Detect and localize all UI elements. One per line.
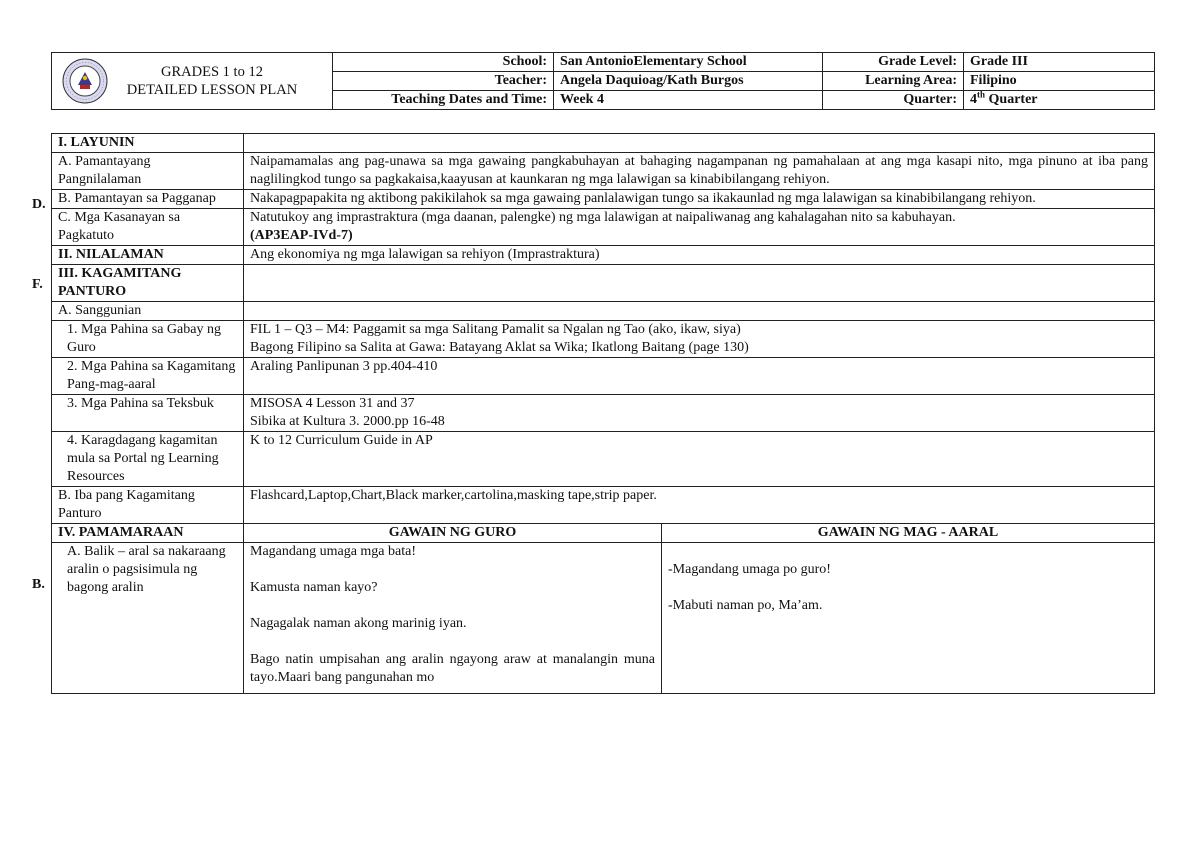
quarter-number: 4 [970, 92, 977, 107]
gawain-mag-aaral-header: GAWAIN NG MAG - AARAL [662, 524, 1155, 543]
teksbuk-cell [244, 395, 1155, 432]
header-title-cell [52, 53, 333, 110]
deped-seal-icon [62, 58, 108, 104]
kasanayan-cell [244, 209, 1155, 246]
kasanayan-text: Natutukoy ang imprastraktura (mga daanan, palengke) ng mga lalawigan at naipaliwanag ang kahalagahan nito sa kabuhayan. [250, 210, 956, 225]
pamantayan-pagganap-text: Nakapagpapakita ng aktibong pakikilahok sa mga gawaing panlalawigan tungo sa ikakaunlad ng mga lalawigan sa kinabibilangang rehiyon. [244, 190, 1155, 209]
karagdagang-kagamitan-label: 4. Karagdagang kagamitan mula sa Portal ng Learning Resources [52, 432, 244, 487]
kagamitan-blank [244, 265, 1155, 302]
teksbuk-line2: Sibika at Kultura 3. 2000.pp 16-48 [250, 414, 445, 429]
row-balik-aral [52, 543, 1155, 694]
layunin-title: I. LAYUNIN [52, 134, 244, 153]
teacher-label: Teacher: [333, 72, 554, 91]
gabay-guro-cell [244, 321, 1155, 358]
school-value: San AntonioElementary School [554, 53, 823, 72]
quarter-suffix: th [977, 89, 986, 100]
quarter-value [964, 91, 1155, 110]
kagamitang-mag-aaral-text: Araling Panlipunan 3 pp.404-410 [244, 358, 1155, 395]
row-gabay-guro [52, 321, 1155, 358]
header-title-line1: GRADES 1 to 12 [161, 64, 263, 80]
marker-b: B. [32, 577, 45, 592]
quarter-word: Quarter [985, 92, 1038, 107]
kagamitan-title: III. KAGAMITANG PANTURO [52, 265, 244, 302]
iba-pang-kagamitan-text: Flashcard,Laptop,Chart,Black marker,cartolina,masking tape,strip paper. [244, 487, 1155, 524]
guro-line-4: Bago natin umpisahan ang aralin ngayong araw at manalangin muna tayo.Maari bang pangunahan mo [250, 652, 655, 685]
pamantayan-pagganap-label: B. Pamantayan sa Pagganap [52, 190, 244, 209]
lesson-plan-header [51, 52, 1155, 110]
balik-aral-label: A. Balik – aral sa nakaraang aralin o pagsisimula ng bagong aralin [52, 543, 244, 694]
row-pamantayang-pangnilalaman [52, 153, 1155, 190]
marker-d: D. [32, 197, 46, 212]
teksbuk-label: 3. Mga Pahina sa Teksbuk [52, 395, 244, 432]
gabay-guro-label: 1. Mga Pahina sa Gabay ng Guro [52, 321, 244, 358]
learning-area-value: Filipino [964, 72, 1155, 91]
row-nilalaman [52, 246, 1155, 265]
karagdagang-kagamitan-text: K to 12 Curriculum Guide in AP [244, 432, 1155, 487]
row-layunin [52, 134, 1155, 153]
sanggunian-blank [244, 302, 1155, 321]
dates-value: Week 4 [554, 91, 823, 110]
iba-pang-kagamitan-label: B. Iba pang Kagamitang Panturo [52, 487, 244, 524]
row-sanggunian [52, 302, 1155, 321]
marker-f: F. [32, 277, 43, 292]
kagamitang-mag-aaral-label: 2. Mga Pahina sa Kagamitang Pang-mag-aaral [52, 358, 244, 395]
row-pamamaraan-header [52, 524, 1155, 543]
grade-level-label: Grade Level: [823, 53, 964, 72]
nilalaman-text: Ang ekonomiya ng mga lalawigan sa rehiyon (Imprastraktura) [244, 246, 1155, 265]
row-kagamitang-mag-aaral [52, 358, 1155, 395]
pamamaraan-title: IV. PAMAMARAAN [52, 524, 244, 543]
gawain-mag-aaral-cell [662, 543, 1155, 694]
row-kagamitan [52, 265, 1155, 302]
layunin-blank [244, 134, 1155, 153]
row-karagdagang-kagamitan [52, 432, 1155, 487]
sanggunian-label: A. Sanggunian [52, 302, 244, 321]
pamantayang-pangnilalaman-text: Naipamamalas ang pag-unawa sa mga gawaing pangkabuhayan at bahaging nagampanan ng pamahalaan at ang mga kasapi nito, mga pinuno at iba pang naglilingkod tungo sa pagkakaisa,kaayusan at kaunkaran ng mga lalawigan sa kinabibilangang rehiyon. [244, 153, 1155, 190]
kasanayan-label: C. Mga Kasanayan sa Pagkatuto [52, 209, 244, 246]
pamantayang-pangnilalaman-label: A. Pamantayang Pangnilalaman [52, 153, 244, 190]
row-iba-pang-kagamitan [52, 487, 1155, 524]
guro-line-1: Magandang umaga mga bata! [250, 544, 416, 559]
guro-line-3: Nagagalak naman akong marinig iyan. [250, 616, 467, 631]
learning-area-label: Learning Area: [823, 72, 964, 91]
header-title-line2: DETAILED LESSON PLAN [126, 82, 298, 98]
teacher-value: Angela Daquioag/Kath Burgos [554, 72, 823, 91]
kasanayan-code: (AP3EAP-IVd-7) [250, 228, 353, 243]
teksbuk-line1: MISOSA 4 Lesson 31 and 37 [250, 396, 415, 411]
quarter-label: Quarter: [823, 91, 964, 110]
gabay-guro-line2: Bagong Filipino sa Salita at Gawa: Batayang Aklat sa Wika; Ikatlong Baitang (page 130) [250, 340, 749, 355]
guro-line-2: Kamusta naman kayo? [250, 580, 378, 595]
school-label: School: [333, 53, 554, 72]
lesson-plan-table [51, 133, 1155, 694]
mag-aaral-line-2: -Mabuti naman po, Ma’am. [668, 598, 823, 613]
gawain-guro-cell [244, 543, 662, 694]
gawain-guro-header: GAWAIN NG GURO [244, 524, 662, 543]
gabay-guro-line1: FIL 1 – Q3 – M4: Paggamit sa mga Salitang Pamalit sa Ngalan ng Tao (ako, ikaw, siya) [250, 322, 741, 337]
row-kasanayan [52, 209, 1155, 246]
row-teksbuk [52, 395, 1155, 432]
grade-level-value: Grade III [964, 53, 1155, 72]
mag-aaral-line-1: -Magandang umaga po guro! [668, 562, 831, 577]
row-pamantayan-pagganap [52, 190, 1155, 209]
dates-label: Teaching Dates and Time: [333, 91, 554, 110]
nilalaman-title: II. NILALAMAN [52, 246, 244, 265]
